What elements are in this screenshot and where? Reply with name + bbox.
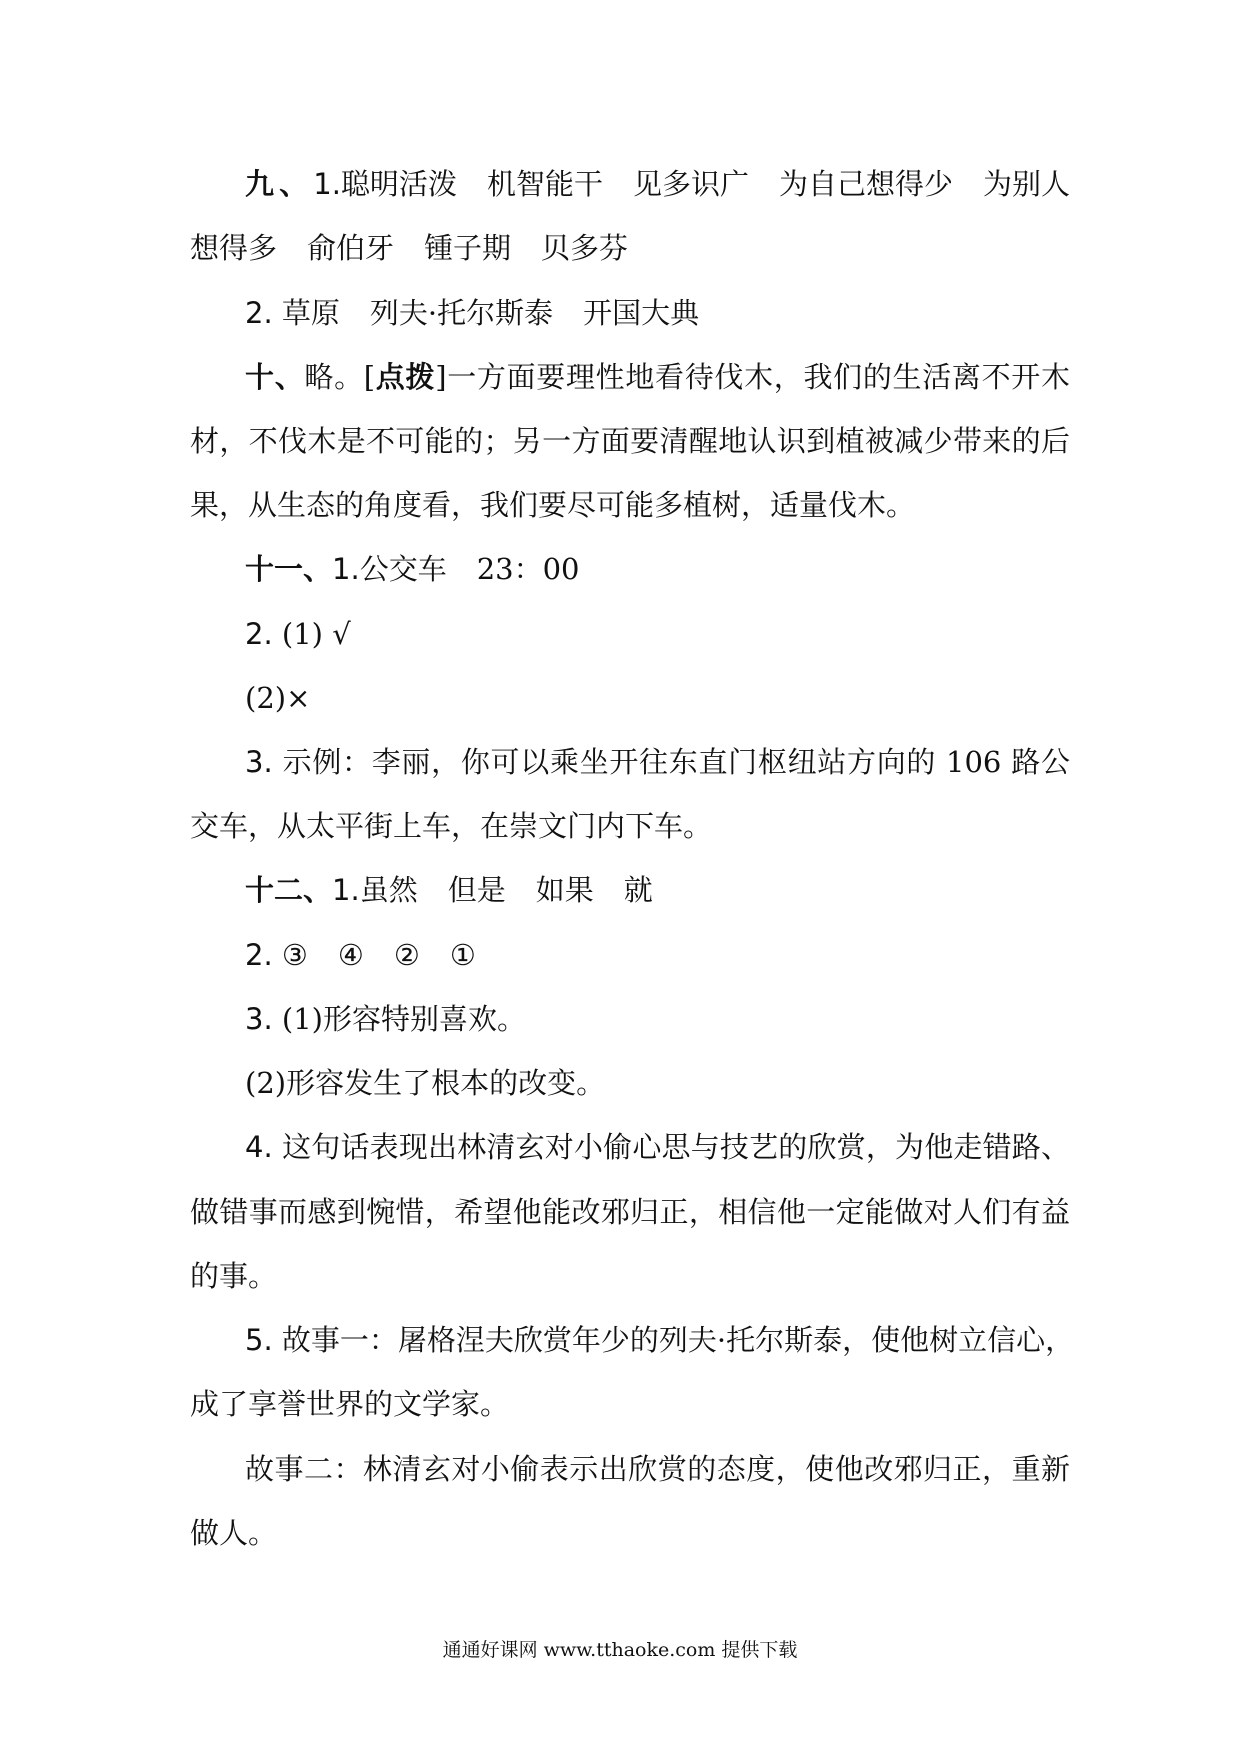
s11-q2-2: (2)× bbox=[245, 681, 311, 715]
s11-q2-number: 2. bbox=[245, 617, 273, 651]
s12-q3-1 bbox=[245, 999, 1070, 1039]
s12-q1 bbox=[245, 870, 1070, 910]
s10-text: 略。 bbox=[304, 360, 364, 394]
s10-label: 十、 bbox=[245, 360, 305, 394]
s12-q4-number: 4. bbox=[245, 1130, 273, 1164]
s12-q4-text-1: 这句话表现出林清玄对小偷心思与技艺的欣赏，为他走错路、 bbox=[282, 1130, 1071, 1164]
s11-q2-answer-1: (1) √ bbox=[281, 617, 351, 651]
s12-q2 bbox=[245, 935, 1070, 975]
s11-q2-1 bbox=[245, 614, 1070, 654]
tip-label: 点拨 bbox=[375, 360, 436, 394]
s12-q1-answer-2: 但是 bbox=[447, 873, 506, 907]
s9-q1-line1 bbox=[245, 164, 1070, 204]
s11-q1-answer-2: 23：00 bbox=[476, 552, 580, 586]
s12-label: 十二、 bbox=[245, 873, 333, 907]
s12-q5-text-1: 故事一：屠格涅夫欣赏年少的列夫·托尔斯泰，使他树立信心， bbox=[281, 1323, 1075, 1357]
s9-q1-answer-5: 为别人 bbox=[982, 167, 1070, 201]
s12-q2-answer-1: ③ bbox=[281, 938, 308, 972]
s12-q5-number: 5. bbox=[245, 1323, 273, 1357]
s9-q2-answer-3: 开国大典 bbox=[583, 296, 700, 330]
s12-q2-number: 2. bbox=[245, 938, 273, 972]
s12-q5-story2-line2: 做人。 bbox=[190, 1516, 278, 1550]
s12-q5-line2: 成了享誉世界的文学家。 bbox=[190, 1387, 510, 1421]
s12-q4-line2: 做错事而感到惋惜，希望他能改邪归正，相信他一定能做对人们有益 bbox=[190, 1195, 1070, 1229]
tip-open-bracket: [ bbox=[363, 360, 376, 394]
s12-q2-answer-3: ② bbox=[393, 938, 420, 972]
s12-q4-line3: 的事。 bbox=[190, 1259, 278, 1293]
s10-tip-line3: 果，从生态的角度看，我们要尽可能多植树，适量伐木。 bbox=[190, 488, 916, 522]
tip-close-bracket: ] bbox=[435, 360, 447, 394]
s12-q1-answer-3: 如果 bbox=[535, 873, 594, 907]
s12-q2-answer-4: ① bbox=[449, 938, 476, 972]
s10-tip-line1: 一方面要理性地看待伐木，我们的生活离不开木 bbox=[446, 360, 1070, 394]
s11-q1-number: 1. bbox=[332, 552, 360, 586]
s11-q3-line2: 交车，从太平街上车，在崇文门内下车。 bbox=[190, 809, 713, 843]
s11-q3-text-1: 示例：李丽，你可以乘坐开往东直门枢纽站方向的 106 路公 bbox=[282, 745, 1071, 779]
s12-q5-line1 bbox=[245, 1320, 1075, 1360]
s9-q1-line2-item-2: 俞伯牙 bbox=[307, 231, 395, 265]
s11-label: 十一、 bbox=[245, 552, 333, 586]
s9-q1-answer-1: 聪明活泼 bbox=[340, 167, 457, 201]
s9-q2-answer-2: 列夫·托尔斯泰 bbox=[369, 296, 554, 330]
s9-q2-number: 2. bbox=[245, 296, 273, 330]
s9-q1-line2-item-1: 想得多 bbox=[190, 231, 278, 265]
s9-q1-number: 1. bbox=[313, 167, 341, 201]
s11-q3-number: 3. bbox=[245, 745, 273, 779]
s10-line1 bbox=[245, 357, 1070, 397]
s11-q1-answer-1: 公交车 bbox=[359, 552, 447, 586]
s9-q1-answer-4: 为自己想得少 bbox=[778, 167, 953, 201]
s9-q1-line2 bbox=[190, 228, 1070, 268]
s11-q1 bbox=[245, 549, 1070, 589]
s12-q1-number: 1. bbox=[332, 873, 360, 907]
s12-q2-answer-2: ④ bbox=[337, 938, 364, 972]
s12-q5-story2-line1: 故事二：林清玄对小偷表示出欣赏的态度，使他改邪归正，重新 bbox=[245, 1452, 1070, 1486]
s12-q1-answer-1: 虽然 bbox=[359, 873, 418, 907]
s12-q3-answer-1: (1)形容特别喜欢。 bbox=[281, 1002, 526, 1036]
s12-q1-answer-4: 就 bbox=[623, 873, 653, 907]
s9-label: 九、 bbox=[245, 167, 314, 201]
s9-q2 bbox=[245, 293, 1070, 333]
s11-q3-line1 bbox=[245, 742, 1070, 782]
s9-q1-answer-3: 见多识广 bbox=[632, 167, 749, 201]
s10-tip-line2: 材，不伐木是不可能的；另一方面要清醒地认识到植被减少带来的后 bbox=[190, 424, 1070, 458]
s9-q1-answer-2: 机智能干 bbox=[486, 167, 603, 201]
s9-q1-line2-item-3: 锺子期 bbox=[424, 231, 512, 265]
s12-q3-2: (2)形容发生了根本的改变。 bbox=[245, 1066, 606, 1100]
footer-credit: 通通好课网 www.tthaoke.com 提供下载 bbox=[442, 1639, 798, 1661]
s12-q4-line1 bbox=[245, 1127, 1070, 1167]
s12-q3-number: 3. bbox=[245, 1002, 273, 1036]
s9-q2-answer-1: 草原 bbox=[281, 296, 340, 330]
s9-q1-line2-item-4: 贝多芬 bbox=[541, 231, 629, 265]
